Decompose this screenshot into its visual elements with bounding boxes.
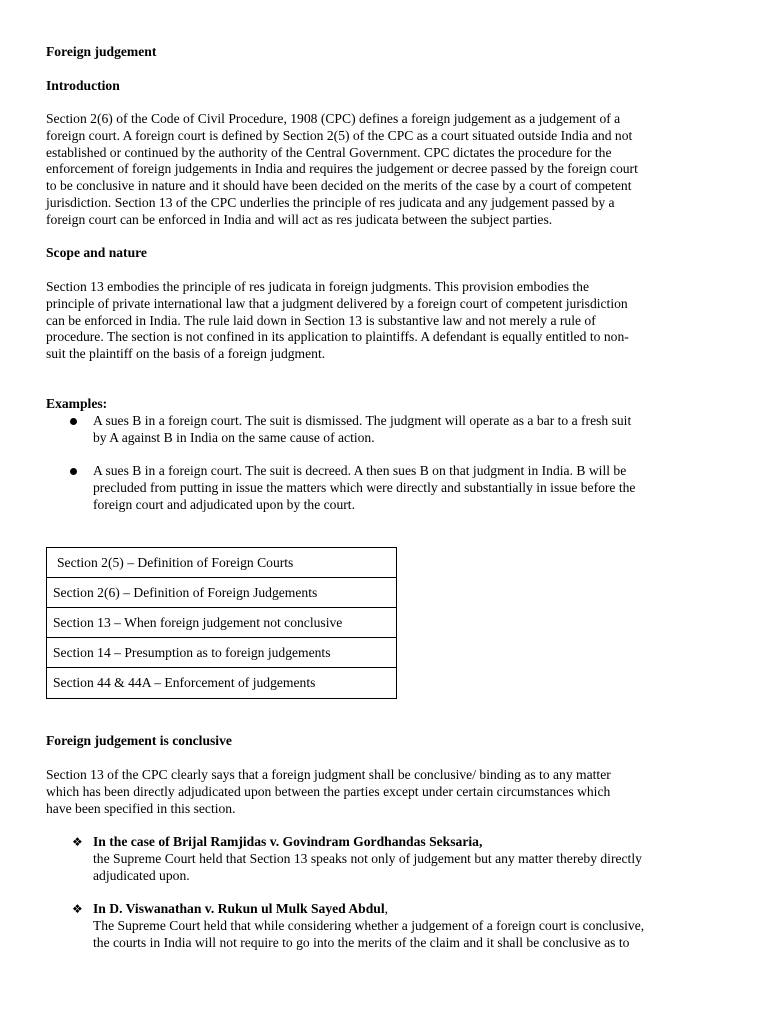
paragraph-line: established or continued by the authority of the Central Government. CPC dictates the procedure for the <box>46 144 612 160</box>
paragraph-line: Section 13 embodies the principle of res judicata in foreign judgments. This provision embodies the <box>46 279 590 294</box>
sections-table <box>46 547 397 699</box>
table-row: Section 44 & 44A – Enforcement of judgements <box>53 675 316 690</box>
list-item-text <box>93 834 642 884</box>
table-row: Section 13 – When foreign judgement not conclusive <box>47 608 396 638</box>
introduction-paragraph <box>46 111 638 229</box>
bullet-icon <box>70 468 77 475</box>
list-item-text <box>93 463 635 513</box>
list-item-line: the courts in India will not require to go into the merits of the claim and it shall be conclusive as to <box>93 934 630 950</box>
list-item-line: A sues B in a foreign court. The suit is dismissed. The judgment will operate as a bar to a fresh suit <box>93 413 632 428</box>
list-item-line: by A against B in India on the same cause of action. <box>93 429 375 445</box>
case-name-line <box>93 901 644 918</box>
list-item-line: foreign court and adjudicated upon by the court. <box>93 496 355 512</box>
document-title: Foreign judgement <box>46 44 157 59</box>
paragraph-line: jurisdiction. Section 13 of the CPC underlies the principle of res judicata and any judgement passed by a <box>46 194 615 210</box>
paragraph-line: suit the plaintiff on the basis of a foreign judgment. <box>46 346 326 362</box>
paragraph-line: Section 13 of the CPC clearly says that a foreign judgment shall be conclusive/ binding as to any matter <box>46 767 611 782</box>
table-row: Section 14 – Presumption as to foreign judgements <box>47 638 396 668</box>
paragraph-line: have been specified in this section. <box>46 800 236 816</box>
diamond-bullet-icon: ❖ <box>72 902 83 916</box>
list-item-line: the Supreme Court held that Section 13 speaks not only of judgement but any matter thereby directly <box>93 850 642 866</box>
paragraph-line: Section 2(6) of the Code of Civil Procedure, 1908 (CPC) defines a foreign judgement as a judgement of a <box>46 111 621 126</box>
case-name: In the case of Brijal Ramjidas v. Govindram Gordhandas Seksaria, <box>93 834 483 849</box>
list-item-line: precluded from putting in issue the matters which were directly and substantially in issue before the <box>93 479 636 495</box>
scope-paragraph <box>46 279 629 363</box>
diamond-bullet-icon: ❖ <box>72 835 83 849</box>
list-item-line: The Supreme Court held that while considering whether a judgement of a foreign court is conclusive, <box>93 917 645 933</box>
paragraph-line: foreign court. A foreign court is defined by Section 2(5) of the CPC as a court situated outside India and not <box>46 127 633 143</box>
conclusive-paragraph <box>46 767 611 817</box>
scope-heading: Scope and nature <box>46 245 147 260</box>
list-item-text <box>93 413 631 447</box>
table-row: Section 2(5) – Definition of Foreign Courts <box>47 548 396 578</box>
paragraph-line: foreign court can be enforced in India and will act as res judicata between the subject parties. <box>46 211 553 227</box>
paragraph-line: to be conclusive in nature and it should have been decided on the merits of the case by a court of competent <box>46 178 632 194</box>
case-name-line <box>93 834 642 851</box>
paragraph-line: procedure. The section is not confined in its application to plaintiffs. A defendant is equally entitled to non- <box>46 329 629 345</box>
paragraph-line: principle of private international law that a judgment delivered by a foreign court of competent jurisdiction <box>46 295 628 311</box>
conclusive-heading: Foreign judgement is conclusive <box>46 733 232 748</box>
table-row: Section 2(6) – Definition of Foreign Judgements <box>47 578 396 608</box>
examples-heading: Examples: <box>46 396 108 411</box>
case-suffix: , <box>384 901 389 916</box>
paragraph-line: can be enforced in India. The rule laid down in Section 13 is substantive law and not merely a rule of <box>46 312 596 328</box>
introduction-heading: Introduction <box>46 78 120 93</box>
bullet-icon <box>70 418 77 425</box>
list-item-line: adjudicated upon. <box>93 867 190 883</box>
paragraph-line: which has been directly adjudicated upon between the parties except under certain circumstances which <box>46 783 611 799</box>
paragraph-line: enforcement of foreign judgements in India and requires the judgement or decree passed by the foreign court <box>46 161 638 177</box>
case-name: In D. Viswanathan v. Rukun ul Mulk Sayed Abdul <box>93 901 385 916</box>
list-item-line: A sues B in a foreign court. The suit is decreed. A then sues B on that judgment in India. B will be <box>93 463 627 478</box>
list-item-text <box>93 901 644 951</box>
